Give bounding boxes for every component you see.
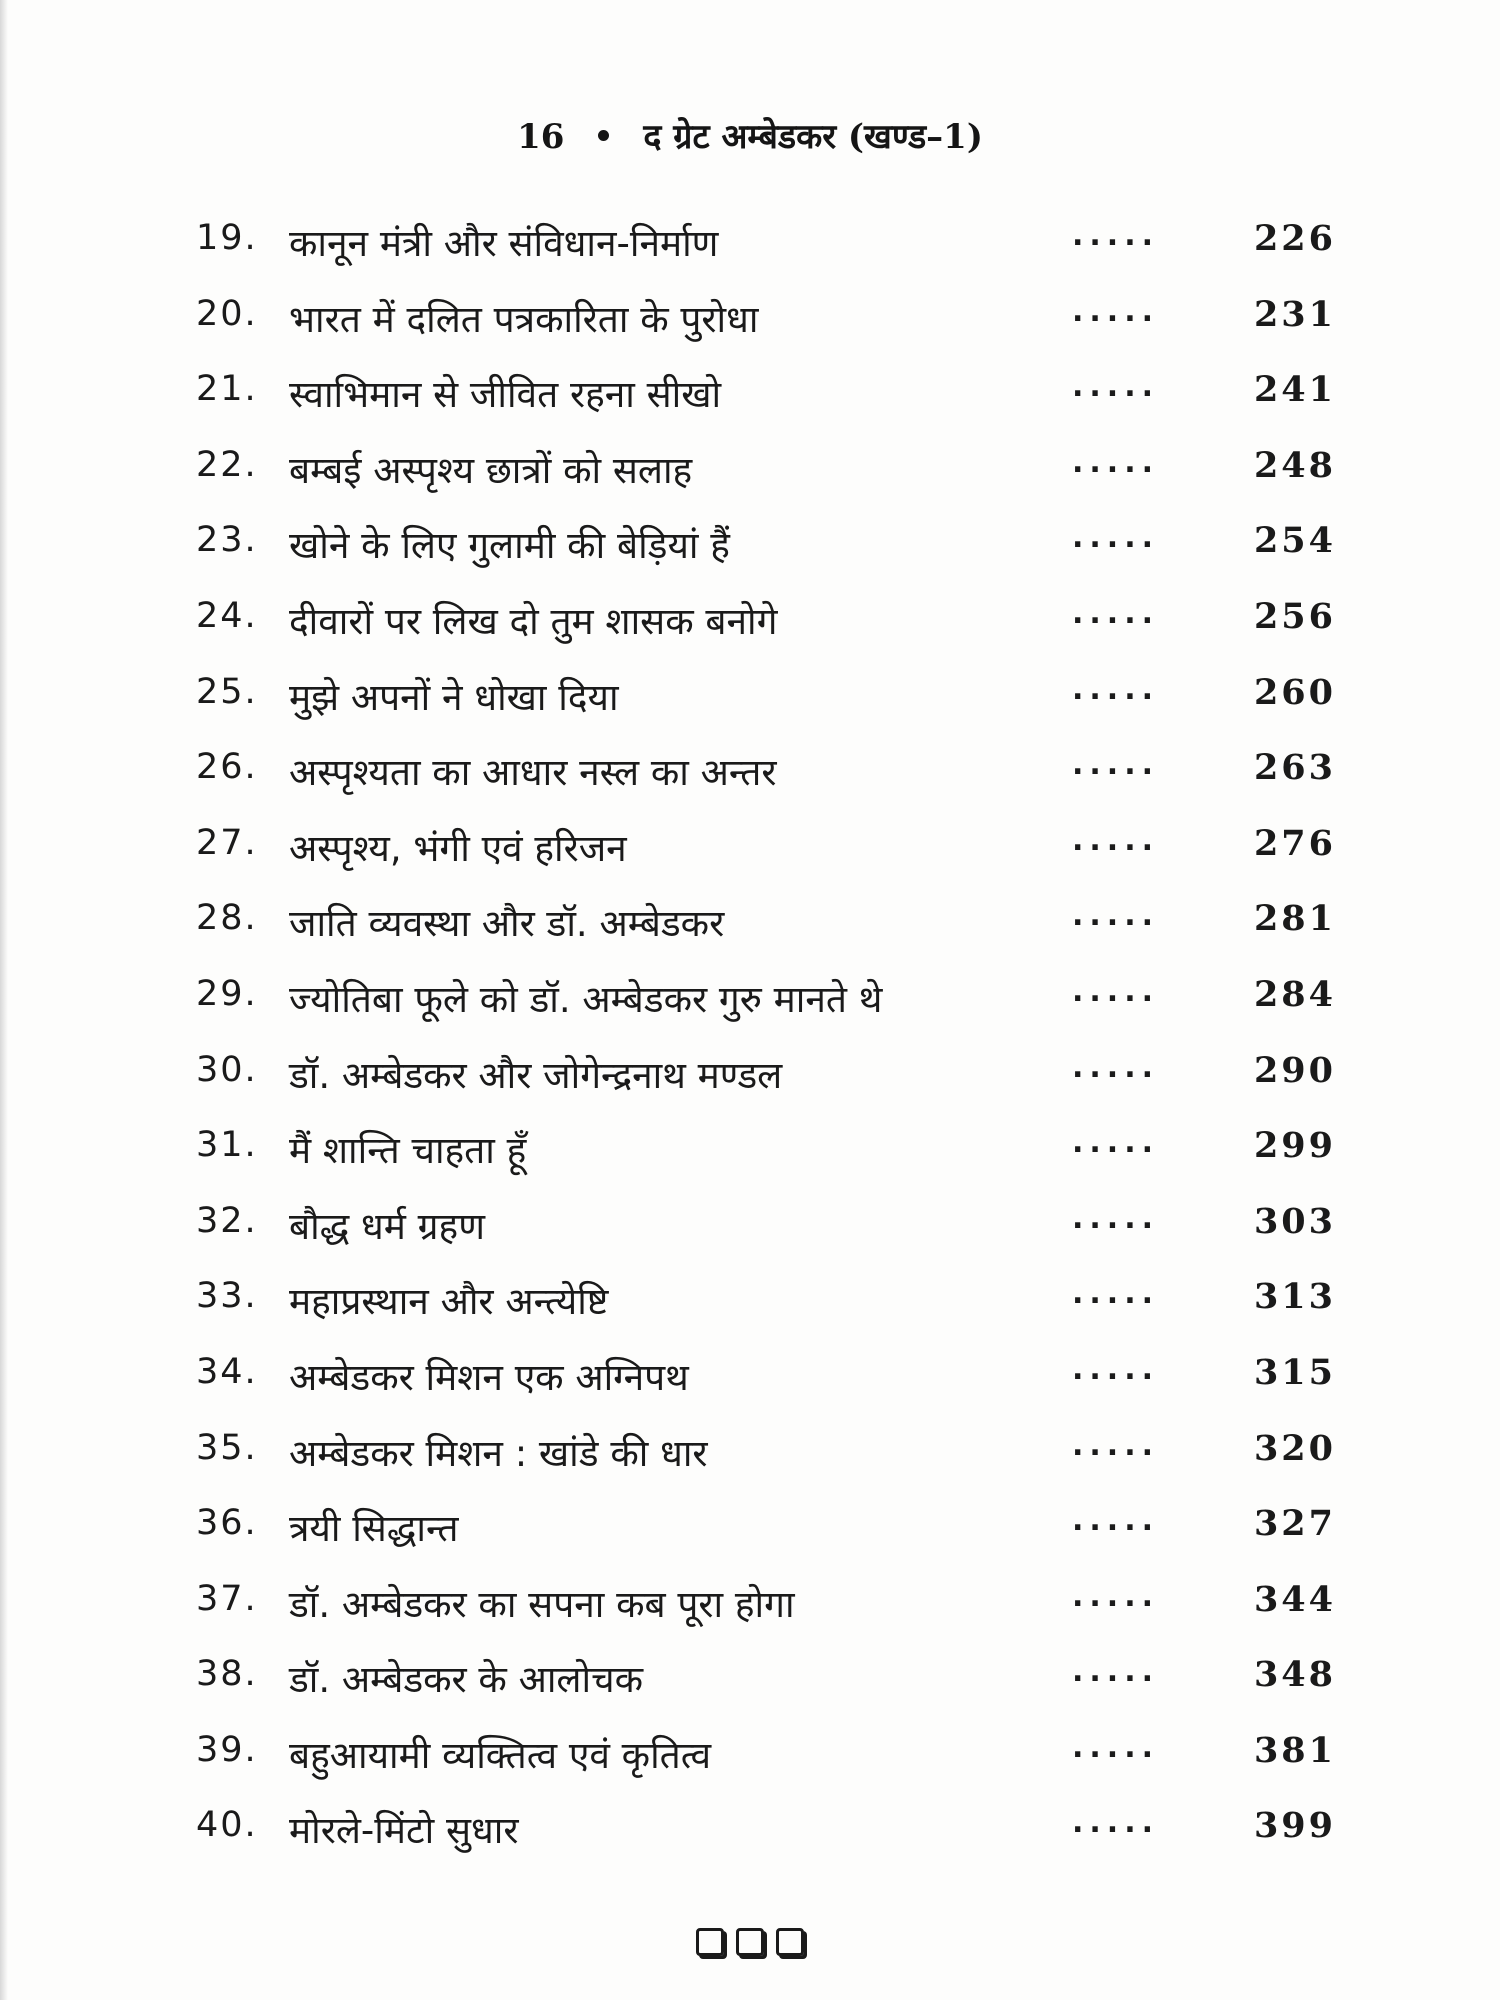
toc-entry-number: 28.	[196, 898, 258, 939]
toc-entry	[0, 1795, 1500, 1871]
toc-entry	[0, 813, 1500, 889]
toc-entry	[0, 284, 1500, 360]
toc-leader-dots: .....	[1072, 671, 1159, 707]
toc-entry-page: 226	[1253, 218, 1336, 259]
toc-entry-page: 260	[1253, 671, 1336, 713]
square-box-icon	[776, 1928, 804, 1956]
toc-entry	[0, 888, 1500, 964]
toc-entry-page: 299	[1253, 1125, 1336, 1167]
toc-entry-number: 36.	[196, 1503, 258, 1544]
toc-entry-page: 313	[1253, 1276, 1336, 1318]
toc-entry-title: अस्पृश्यता का आधार नस्ल का अन्तर	[289, 751, 777, 795]
toc-leader-dots: .....	[1072, 595, 1159, 631]
toc-entry-page: 320	[1253, 1427, 1336, 1469]
toc-entry	[0, 435, 1500, 511]
toc-entry-title: बम्बई अस्पृश्य छात्रों को सलाह	[289, 448, 693, 492]
toc-leader-dots: .....	[1072, 520, 1159, 556]
toc-entry-page: 315	[1253, 1351, 1336, 1393]
toc-entry-title: मोरले-मिंटो सुधार	[289, 1809, 519, 1853]
toc-entry-number: 22.	[196, 444, 258, 485]
toc-entry-number: 24.	[196, 595, 258, 636]
toc-leader-dots: .....	[1072, 218, 1159, 253]
toc-entry-title: भारत में दलित पत्रकारिता के पुरोधा	[289, 297, 759, 341]
toc-entry-title: डॉ. अम्बेडकर का सपना कब पूरा होगा	[289, 1582, 795, 1626]
toc-leader-dots: .....	[1072, 1125, 1159, 1161]
toc-entry	[0, 737, 1500, 813]
toc-entry-title: दीवारों पर लिख दो तुम शासक बनोगे	[289, 599, 778, 643]
toc-entry	[0, 1191, 1500, 1267]
toc-entry-title: बहुआयामी व्यक्तित्व एवं कृतित्व	[289, 1733, 712, 1777]
toc-entry-number: 29.	[196, 973, 258, 1014]
toc-leader-dots: .....	[1072, 1200, 1159, 1236]
toc-entry-number: 39.	[196, 1729, 258, 1770]
toc-leader-dots: .....	[1072, 369, 1159, 405]
toc-entry	[0, 1266, 1500, 1342]
toc-leader-dots: .....	[1072, 1654, 1159, 1690]
toc-entry-page: 276	[1253, 822, 1336, 864]
toc-entry-page: 241	[1253, 369, 1336, 411]
toc-entry-title: मुझे अपनों ने धोखा दिया	[289, 675, 619, 719]
toc-leader-dots: .....	[1072, 293, 1159, 329]
toc-entry	[0, 1493, 1500, 1569]
toc-leader-dots: .....	[1072, 1049, 1159, 1085]
toc-entry-number: 37.	[196, 1578, 258, 1619]
toc-entry	[0, 1720, 1500, 1796]
toc-entry-title: जाति व्यवस्था और डॉ. अम्बेडकर	[289, 902, 725, 946]
toc-entry-page: 248	[1253, 444, 1336, 486]
toc-leader-dots: .....	[1072, 1276, 1159, 1312]
toc-entry-title: त्रयी सिद्धान्त	[289, 1507, 459, 1551]
toc-leader-dots: .....	[1072, 1351, 1159, 1387]
square-box-icon	[696, 1928, 724, 1956]
toc-leader-dots: .....	[1072, 444, 1159, 480]
end-ornament	[0, 1928, 1500, 1961]
toc-entry-page: 263	[1253, 747, 1336, 789]
toc-entry-title: मैं शान्ति चाहता हूँ	[289, 1129, 527, 1173]
toc-entry-number: 19.	[196, 218, 258, 258]
toc-entry-number: 25.	[196, 671, 258, 712]
toc-entry-number: 34.	[196, 1351, 258, 1392]
toc-entry-title: ज्योतिबा फूले को डॉ. अम्बेडकर गुरु मानते थे	[289, 977, 883, 1021]
toc-leader-dots: .....	[1072, 1503, 1159, 1539]
table-of-contents	[0, 208, 1500, 1871]
toc-entry-page: 399	[1253, 1805, 1336, 1847]
toc-entry-page: 284	[1253, 973, 1336, 1015]
toc-entry-number: 26.	[196, 747, 258, 788]
toc-entry	[0, 1569, 1500, 1645]
toc-entry-title: डॉ. अम्बेडकर और जोगेन्द्रनाथ मण्डल	[289, 1053, 783, 1097]
toc-leader-dots: .....	[1072, 898, 1159, 934]
toc-entry-number: 33.	[196, 1276, 258, 1317]
toc-entry	[0, 359, 1500, 435]
toc-leader-dots: .....	[1072, 747, 1159, 783]
toc-entry-number: 21.	[196, 369, 258, 410]
page-number: 16	[517, 117, 565, 157]
toc-leader-dots: .....	[1072, 1729, 1159, 1765]
toc-entry	[0, 1418, 1500, 1494]
toc-entry	[0, 510, 1500, 586]
toc-entry-number: 38.	[196, 1654, 258, 1695]
toc-entry-title: स्वाभिमान से जीवित रहना सीखो	[289, 373, 722, 417]
toc-entry-page: 348	[1253, 1654, 1336, 1696]
toc-entry-page: 327	[1253, 1503, 1336, 1545]
toc-entry-title: अस्पृश्य, भंगी एवं हरिजन	[289, 826, 627, 870]
toc-entry-number: 20.	[196, 293, 258, 334]
toc-entry-number: 23.	[196, 520, 258, 561]
toc-entry-page: 254	[1253, 520, 1336, 562]
toc-leader-dots: .....	[1072, 973, 1159, 1009]
toc-entry	[0, 208, 1500, 284]
toc-entry	[0, 964, 1500, 1040]
toc-entry-page: 231	[1253, 293, 1336, 335]
toc-entry-number: 27.	[196, 822, 258, 863]
toc-entry-title: खोने के लिए गुलामी की बेड़ियां हैं	[289, 524, 730, 568]
toc-entry	[0, 1342, 1500, 1418]
toc-entry-title: अम्बेडकर मिशन एक अग्निपथ	[289, 1355, 689, 1399]
toc-entry-number: 40.	[196, 1805, 258, 1846]
toc-entry	[0, 586, 1500, 662]
running-header	[0, 112, 1500, 158]
book-title: द ग्रेट अम्बेडकर (खण्ड–1)	[643, 117, 983, 157]
toc-entry	[0, 1040, 1500, 1116]
toc-entry-number: 32.	[196, 1200, 258, 1241]
toc-entry-title: डॉ. अम्बेडकर के आलोचक	[289, 1658, 643, 1702]
square-box-icon	[736, 1928, 764, 1956]
toc-entry-page: 256	[1253, 595, 1336, 637]
toc-entry-title: बौद्ध धर्म ग्रहण	[289, 1204, 485, 1248]
toc-entry-number: 30.	[196, 1049, 258, 1090]
toc-entry-title: कानून मंत्री और संविधान-निर्माण	[289, 222, 719, 265]
toc-entry-page: 281	[1253, 898, 1336, 940]
toc-entry	[0, 662, 1500, 738]
toc-entry-page: 290	[1253, 1049, 1336, 1091]
toc-entry-page: 344	[1253, 1578, 1336, 1620]
toc-entry-number: 35.	[196, 1427, 258, 1468]
toc-leader-dots: .....	[1072, 822, 1159, 858]
toc-entry-number: 31.	[196, 1125, 258, 1166]
toc-leader-dots: .....	[1072, 1805, 1159, 1841]
toc-entry	[0, 1644, 1500, 1720]
toc-entry-title: महाप्रस्थान और अन्त्येष्टि	[289, 1280, 609, 1324]
toc-entry-page: 381	[1253, 1729, 1336, 1771]
toc-entry-page: 303	[1253, 1200, 1336, 1242]
toc-entry-title: अम्बेडकर मिशन : खांडे की धार	[289, 1431, 708, 1475]
bullet-icon	[598, 130, 609, 141]
toc-leader-dots: .....	[1072, 1427, 1159, 1463]
toc-leader-dots: .....	[1072, 1578, 1159, 1614]
toc-entry	[0, 1115, 1500, 1191]
